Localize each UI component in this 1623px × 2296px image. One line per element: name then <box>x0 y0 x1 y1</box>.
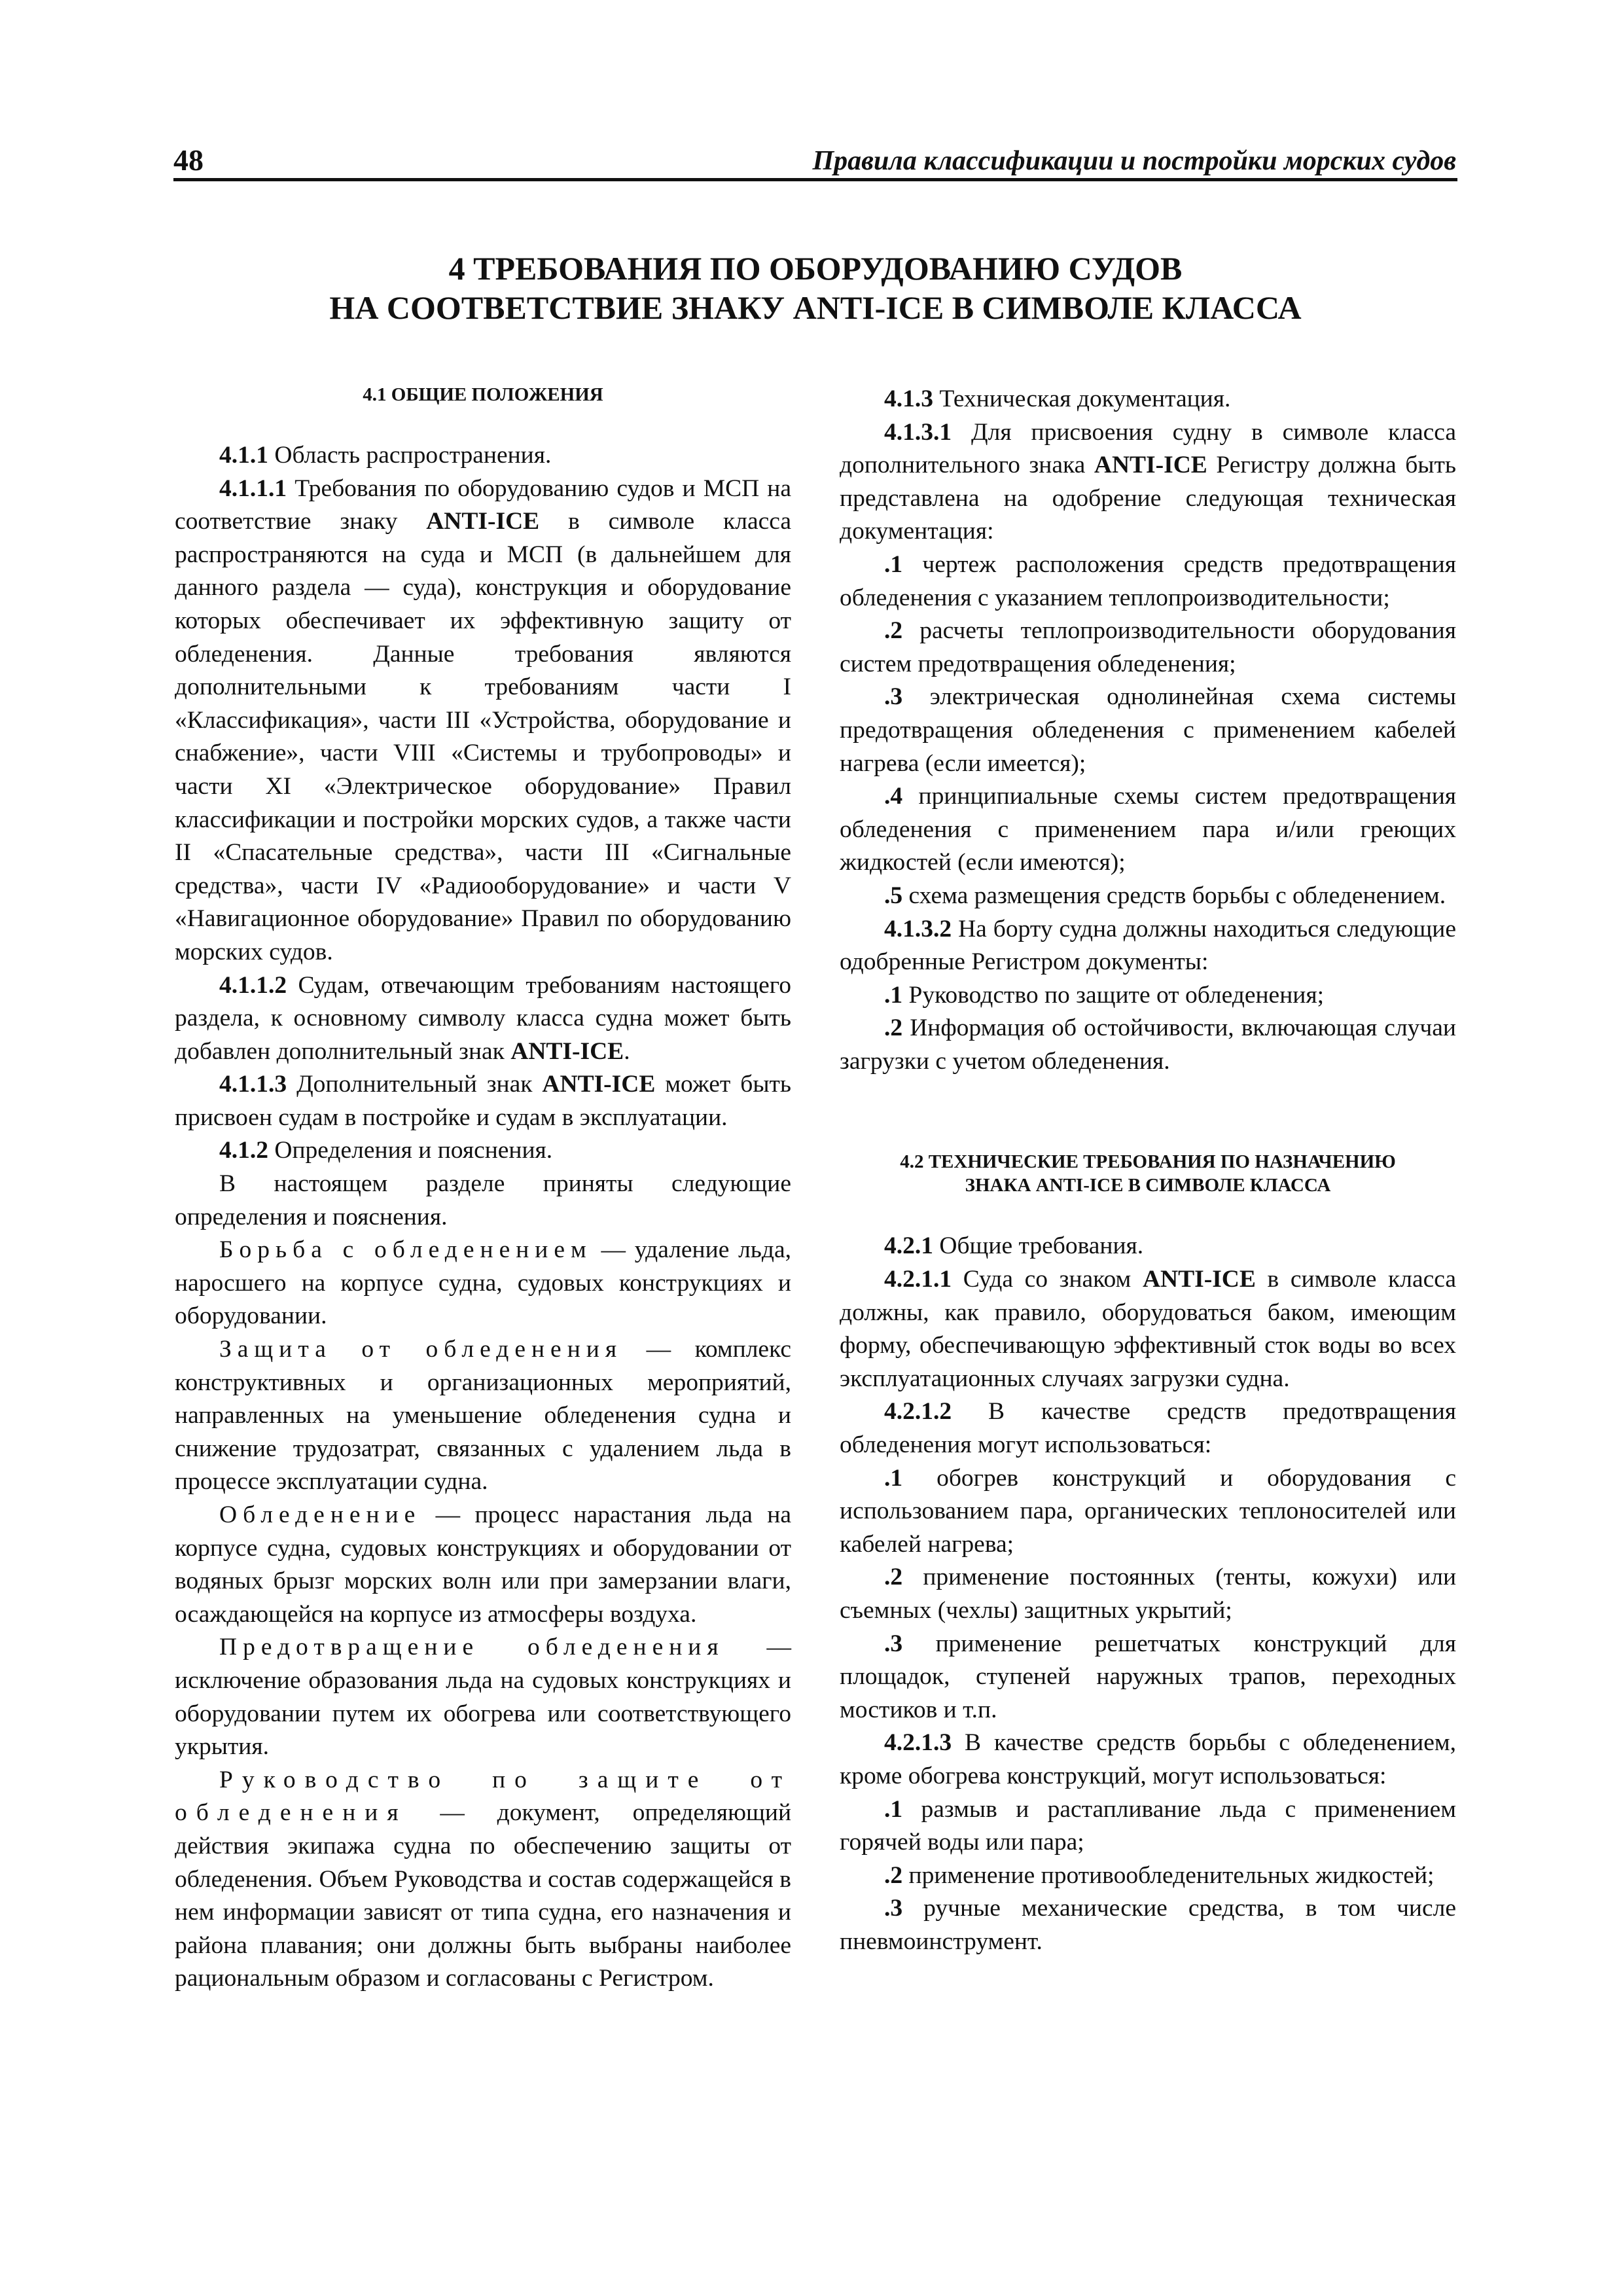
chapter-title-line-1: 4 ТРЕБОВАНИЯ ПО ОБОРУДОВАНИЮ СУДОВ <box>448 250 1183 287</box>
paragraph-4-1-1-2 <box>175 969 791 1069</box>
definition-term: Защита от обледенения <box>219 1336 623 1363</box>
clause-text: Суда со знаком <box>963 1266 1132 1293</box>
list-item-number: .2 <box>884 1861 903 1889</box>
clause-end: . <box>624 1037 630 1065</box>
paragraph-4-1-3 <box>840 383 1456 416</box>
list-item-number: .1 <box>884 550 903 578</box>
list-item-text: размыв и растапливание льда с применением горячей воды или пара; <box>840 1795 1456 1856</box>
definition-text: — исключение образования льда на судовых конструкциях и оборудовании путем их обогрева или соответствующего укрытия. <box>175 1634 791 1761</box>
clause-text: может быть присвоен судам в постройке и судам в эксплуатации. <box>175 1071 792 1131</box>
list-item-number: .2 <box>884 1564 903 1591</box>
list-item-number: .3 <box>884 1895 903 1922</box>
clause-text: Требования по оборудованию судов и МСП на соответствие знаку <box>175 475 791 535</box>
clause-text: Техническая документация. <box>939 386 1231 412</box>
clause-number: 4.2.1.3 <box>884 1729 952 1757</box>
left-column <box>175 383 791 1996</box>
clause-number: 4.1.2 <box>219 1137 268 1164</box>
definition-text: — удаление льда, наросшего на корпусе судна, судовых конструкциях и оборудовании. <box>175 1236 792 1330</box>
paragraph-4-1-3-2 <box>840 913 1456 979</box>
clause-number: 4.1.1 <box>219 442 268 469</box>
icing-fight-means-list <box>840 1793 1456 1959</box>
section-heading-4-1: 4.1 ОБЩИЕ ПОЛОЖЕНИЯ <box>363 384 603 405</box>
definition-term: Руководство по защите от обледенения <box>175 1766 791 1827</box>
list-item-number: .3 <box>884 683 903 711</box>
paragraph-4-1-1-3 <box>175 1068 791 1134</box>
list-item <box>840 1859 1456 1893</box>
clause-number: 4.2.1 <box>884 1232 933 1260</box>
list-item <box>840 1628 1456 1727</box>
list-item <box>840 615 1456 681</box>
list-item <box>840 1561 1456 1627</box>
list-item <box>840 1793 1456 1859</box>
clause-number: 4.1.3 <box>884 386 933 412</box>
list-item-text: принципиальные схемы систем предотвращения обледенения с применением пара и/или греющих жидкостей (если имеются); <box>840 783 1457 876</box>
definition-fight-icing <box>175 1234 791 1333</box>
list-item <box>840 681 1456 780</box>
paragraph-4-2-1 <box>840 1230 1456 1263</box>
class-sign: ANTI-ICE <box>542 1071 656 1098</box>
list-item-number: .3 <box>884 1630 903 1657</box>
definition-icing-prevention <box>175 1631 791 1763</box>
list-item <box>840 1892 1456 1958</box>
clause-text: На борту судна должны находиться следующие одобренные Регистром документы: <box>840 915 1456 976</box>
clause-number: 4.1.3.2 <box>884 915 952 942</box>
list-item-number: .1 <box>884 981 903 1009</box>
definition-icing-protection <box>175 1333 791 1499</box>
list-item-text: схема размещения средств борьбы с обледенением. <box>908 882 1446 909</box>
paragraph-4-2-1-1 <box>840 1263 1456 1395</box>
definition-term: Обледенение <box>219 1501 421 1528</box>
list-item-text: Руководство по защите от обледенения; <box>908 981 1324 1009</box>
clause-text: В качестве средств предотвращения обледенения могут использоваться: <box>840 1398 1457 1459</box>
section-heading-line-1: 4.2 ТЕХНИЧЕСКИЕ ТРЕБОВАНИЯ ПО НАЗНАЧЕНИЮ <box>900 1151 1396 1173</box>
definition-icing <box>175 1499 791 1631</box>
clause-number: 4.1.1.2 <box>219 971 287 999</box>
definition-term: Предотвращение обледенения <box>219 1634 724 1661</box>
paragraph-4-1-2-intro: В настоящем разделе приняты следующие определения и пояснения. <box>175 1170 791 1230</box>
list-item-text: обогрев конструкций и оборудования с использованием пара, органических теплоносителей или кабелей нагрева; <box>840 1464 1456 1558</box>
clause-number: 4.1.1.1 <box>219 475 287 502</box>
definition-term: Борьба с обледенением <box>219 1236 592 1264</box>
list-item-text: ручные механические средства, в том числе пневмоинструмент. <box>840 1895 1456 1955</box>
list-item-number: .1 <box>884 1464 903 1492</box>
clause-text: Область распространения. <box>274 442 552 469</box>
list-item <box>840 548 1456 615</box>
page-number: 48 <box>173 143 204 177</box>
running-title: Правила классификации и постройки морских судов <box>812 146 1456 176</box>
clause-text: Судам, отвечающим требованиям настоящего раздела, к основному символу класса судна может быть добавлен дополнительный знак <box>175 971 791 1065</box>
prevention-means-list <box>840 1462 1456 1727</box>
paragraph-4-1-1-1 <box>175 473 791 969</box>
clause-text: В качестве средств борьбы с обледенением, кроме обогрева конструкций, могут использоваться: <box>840 1729 1457 1789</box>
list-item-text: применение постоянных (тенты, кожухи) или съемных (чехлы) защитных укрытий; <box>840 1564 1457 1624</box>
paragraph-4-1-2 <box>175 1134 791 1168</box>
definition-text: — документ, определяющий действия экипажа судна по обеспечению защиты от обледенения. Объем Руководства и состав содержащейся в нем информации зависят от типа судна, его назначения и района плавания; они должны быть выбраны наиболее рациональным образом и согласованы с Регистром. <box>175 1799 792 1992</box>
clause-text: в символе класса должны, как правило, оборудоваться баком, имеющим форму, обеспечивающую эффективный сток воды во всех эксплуатационных случаях загрузки судна. <box>840 1266 1457 1392</box>
list-item-number: .5 <box>884 882 903 909</box>
section-heading-line-2: ЗНАКА ANTI-ICE В СИМВОЛЕ КЛАССА <box>965 1175 1331 1196</box>
paragraph-4-2-1-3 <box>840 1727 1456 1793</box>
list-item <box>840 1012 1456 1078</box>
clause-number: 4.2.1.1 <box>884 1266 952 1293</box>
list-item <box>840 880 1456 913</box>
list-item-number: .2 <box>884 617 903 645</box>
clause-number: 4.1.3.1 <box>884 418 952 446</box>
clause-text: в символе класса распространяются на суда и МСП (в дальнейшем для данного раздела — суда), конструкция и оборудование которых обеспечивает их эффективную защиту от обледенения. Данные требования являются дополнительными к требованиям части I «Классификация», части III «Устройства, оборудование и снабжение», части VIII «Системы и трубопроводы» и части XI «Электрическое оборудование» Правил классификации и постройки морских судов, а также части II «Спасательные средства», части III «Сигнальные средства», части IV «Радиооборудование» и части V «Навигационное оборудование» Правил по оборудованию морских судов. <box>175 508 792 965</box>
clause-number: 4.2.1.2 <box>884 1398 952 1426</box>
right-column <box>840 383 1456 1959</box>
clause-text: Определения и пояснения. <box>274 1137 553 1164</box>
list-item-text: применение решетчатых конструкций для площадок, ступеней наружных трапов, переходных мостиков и т.п. <box>840 1630 1456 1723</box>
list-item <box>840 979 1456 1013</box>
section-heading-4-2 <box>840 1150 1456 1197</box>
class-sign: ANTI-ICE <box>426 508 540 535</box>
chapter-title <box>173 249 1457 327</box>
list-item-text: электрическая однолинейная схема системы предотвращения обледенения с применением кабелей нагрева (если имеется); <box>840 683 1456 777</box>
list-item-text: чертеж расположения средств предотвращения обледенения с указанием теплопроизводительности; <box>840 550 1456 611</box>
clause-text: Регистру должна быть представлена на одобрение следующая техническая документация: <box>840 452 1456 545</box>
clause-text: Дополнительный знак <box>296 1071 533 1098</box>
list-item-number: .1 <box>884 1795 903 1823</box>
paragraph-4-1-1 <box>175 439 791 473</box>
class-sign: ANTI-ICE <box>1094 452 1207 479</box>
list-item-number: .4 <box>884 783 903 810</box>
header-rule <box>173 178 1457 181</box>
clause-text: Общие требования. <box>939 1232 1144 1260</box>
list-item-text: Информация об остойчивости, включающая случаи загрузки с учетом обледенения. <box>840 1014 1456 1075</box>
class-sign: ANTI-ICE <box>510 1037 624 1065</box>
paragraph-4-2-1-2 <box>840 1395 1456 1462</box>
class-sign: ANTI-ICE <box>1142 1266 1256 1293</box>
chapter-title-line-2: НА СООТВЕТСТВИЕ ЗНАКУ ANTI-ICE В СИМВОЛЕ КЛАССА <box>329 289 1302 326</box>
paragraph-4-1-3-1 <box>840 416 1456 548</box>
list-item-text: применение противообледенительных жидкостей; <box>908 1861 1435 1889</box>
definition-text: — комплекс конструктивных и организационных мероприятий, направленных на уменьшение обледенения судна и снижение трудозатрат, связанных с удалением льда в процессе эксплуатации судна. <box>175 1336 792 1496</box>
list-item <box>840 780 1456 880</box>
clause-number: 4.1.1.3 <box>219 1071 287 1098</box>
list-item-number: .2 <box>884 1014 903 1042</box>
list-item <box>840 1462 1456 1562</box>
definition-text: — процесс нарастания льда на корпусе судна, судовых конструкциях и оборудовании от водяных брызг морских волн или при замерзании влаги, осаждающейся на корпусе из атмосферы воздуха. <box>175 1501 791 1628</box>
list-item-text: расчеты теплопроизводительности оборудования систем предотвращения обледенения; <box>840 617 1457 677</box>
onboard-documents-list <box>840 979 1456 1079</box>
documentation-list <box>840 548 1456 913</box>
definition-icing-manual <box>175 1764 791 1996</box>
clause-text: Для присвоения судну в символе класса дополнительного знака <box>840 418 1456 479</box>
